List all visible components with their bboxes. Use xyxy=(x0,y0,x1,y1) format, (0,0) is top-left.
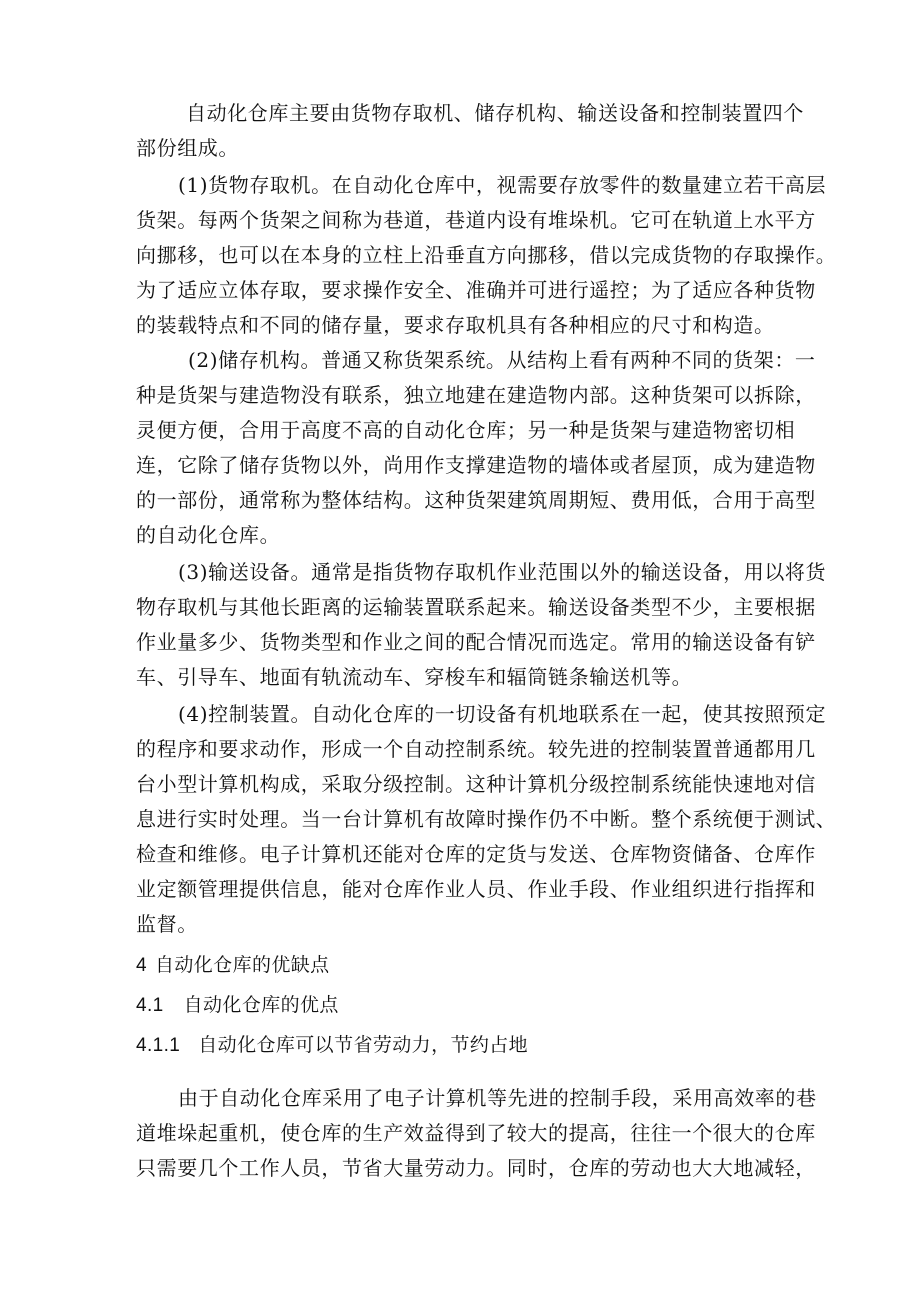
paragraph-3-line-4: 连，它除了储存货物以外，尚用作支撑建造物的墙体或者屋顶，成为建造物 xyxy=(136,453,816,477)
paragraph-4-line-4: 车、引导车、地面有轨流动车、穿梭车和辐筒链条输送机等。 xyxy=(136,665,693,689)
paragraph-2-line-1: (1)货物存取机。在自动化仓库中，视需要存放零件的数量建立若干高层 xyxy=(178,173,827,197)
heading-3-title: 自动化仓库可以节省劳动力，节约占地 xyxy=(198,1034,529,1056)
heading-2-title: 自动化仓库的优点 xyxy=(183,994,339,1016)
paragraph-5-line-6: 业定额管理提供信息，能对仓库作业人员、作业手段、作业组织进行指挥和 xyxy=(136,877,816,901)
heading-1-number: 4 xyxy=(136,955,147,976)
heading-level-2 xyxy=(136,990,339,1020)
paragraph-4-line-1: (3)输送设备。通常是指货物存取机作业范围以外的输送设备，用以将货 xyxy=(178,560,827,584)
heading-level-3 xyxy=(136,1030,528,1060)
paragraph-2-line-2: 货架。每两个货架之间称为巷道，巷道内设有堆垛机。它可在轨道上水平方 xyxy=(136,208,816,232)
paragraph-1-line-1: 自动化仓库主要由货物存取机、储存机构、输送设备和控制装置四个 xyxy=(186,101,804,125)
paragraph-3-line-3: 灵便方便，合用于高度不高的自动化仓库；另一种是货架与建造物密切相 xyxy=(136,418,796,442)
paragraph-4-line-2: 物存取机与其他长距离的运输装置联系起来。输送设备类型不少，主要根据 xyxy=(136,595,816,619)
paragraph-3-line-2: 种是货架与建造物没有联系，独立地建在建造物内部。这种货架可以拆除， xyxy=(136,383,816,407)
heading-2-number: 4.1 xyxy=(136,995,164,1016)
paragraph-3-line-5: 的一部份，通常称为整体结构。这种货架建筑周期短、费用低，合用于高型 xyxy=(136,488,816,512)
heading-3-number: 4.1.1 xyxy=(136,1035,181,1056)
paragraph-2-line-5: 的装载特点和不同的储存量，要求存取机具有各种相应的尺寸和构造。 xyxy=(136,313,775,337)
paragraph-5-line-2: 的程序和要求动作，形成一个自动控制系统。较先进的控制装置普通都用几 xyxy=(136,737,816,761)
paragraph-2-line-4: 为了适应立体存取，要求操作安全、准确并可进行遥控；为了适应各种货物 xyxy=(136,278,816,302)
paragraph-5-line-5: 检查和维修。电子计算机还能对仓库的定货与发送、仓库物资储备、仓库作 xyxy=(136,842,816,866)
heading-level-1 xyxy=(136,950,330,980)
paragraph-3-line-6: 的自动化仓库。 xyxy=(136,523,281,547)
paragraph-6-line-3: 只需要几个工作人员，节省大量劳动力。同时，仓库的劳动也大大地减轻， xyxy=(136,1156,816,1180)
paragraph-5-line-4: 息进行实时处理。当一台计算机有故障时操作仍不中断。整个系统便于测试、 xyxy=(136,807,837,831)
paragraph-2-line-3: 向挪移，也可以在本身的立柱上沿垂直方向挪移，借以完成货物的存取操作。 xyxy=(136,243,837,267)
paragraph-5-line-1: (4)控制装置。自动化仓库的一切设备有机地联系在一起，使其按照预定 xyxy=(178,702,827,726)
paragraph-6-line-1: 由于自动化仓库采用了电子计算机等先进的控制手段，采用高效率的巷 xyxy=(178,1086,817,1110)
paragraph-6-line-2: 道堆垛起重机，使仓库的生产效益得到了较大的提高，往往一个很大的仓库 xyxy=(136,1121,816,1145)
paragraph-5-line-7: 监督。 xyxy=(136,912,198,936)
paragraph-4-line-3: 作业量多少、货物类型和作业之间的配合情况而选定。常用的输送设备有铲 xyxy=(136,630,816,654)
heading-1-title: 自动化仓库的优缺点 xyxy=(154,954,330,976)
paragraph-1-line-2: 部份组成。 xyxy=(136,136,239,160)
paragraph-5-line-3: 台小型计算机构成，采取分级控制。这种计算机分级控制系统能快速地对信 xyxy=(136,772,816,796)
paragraph-3-line-1: (2)储存机构。普通又称货架系统。从结构上看有两种不同的货架：一 xyxy=(188,348,816,372)
